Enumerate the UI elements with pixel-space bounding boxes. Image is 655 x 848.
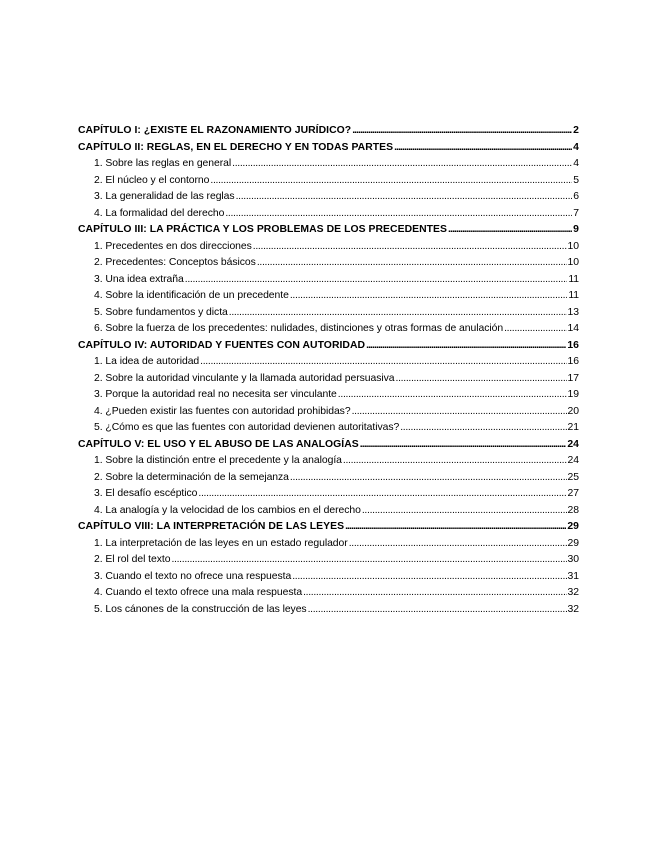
toc-leader-dots — [394, 140, 572, 157]
toc-entry-section — [78, 239, 579, 256]
toc-entry-section — [78, 305, 579, 322]
toc-entry-title: 3. El desafío escéptico — [94, 488, 198, 499]
toc-leader-dots — [504, 321, 566, 338]
toc-leader-dots — [345, 519, 566, 536]
toc-entry-page: 11 — [568, 273, 579, 285]
toc-entry-title: CAPÍTULO III: LA PRÁCTICA Y LOS PROBLEMAS DE LOS PRECEDENTES — [78, 224, 448, 235]
toc-entry-page: 32 — [567, 587, 579, 598]
toc-entry-page: 31 — [567, 570, 579, 582]
toc-entry-title: 3. Cuando el texto no ofrece una respuesta — [94, 570, 292, 582]
toc-entry-title: 4. Sobre la identificación de un precedente — [94, 290, 289, 301]
toc-leader-dots — [290, 470, 567, 487]
toc-entry-section — [78, 536, 579, 553]
toc-entry-section — [78, 404, 579, 421]
toc-entry-section — [78, 453, 579, 470]
toc-entry-title: 3. Una idea extraña — [94, 273, 184, 285]
toc-entry-section — [78, 470, 579, 487]
toc-entry-section — [78, 255, 579, 272]
toc-entry-page: 7 — [573, 207, 579, 219]
toc-entry-title: 5. Sobre fundamentos y dicta — [94, 306, 228, 318]
toc-leader-dots — [236, 189, 573, 206]
toc-entry-title: 2. Sobre la determinación de la semejanza — [94, 471, 289, 483]
toc-entry-section — [78, 189, 579, 206]
toc-entry-chapter-4 — [78, 338, 579, 355]
toc-entry-page: 4 — [573, 141, 579, 153]
toc-entry-page: 25 — [567, 471, 579, 483]
toc-leader-dots — [303, 585, 566, 602]
toc-entry-title: CAPÍTULO VIII: LA INTERPRETACIÓN DE LAS LEYES — [78, 521, 345, 532]
toc-entry-page: 13 — [567, 306, 579, 318]
toc-leader-dots — [343, 453, 567, 470]
toc-entry-page: 16 — [567, 356, 579, 367]
toc-entry-page: 28 — [567, 504, 579, 516]
toc-entry-section — [78, 371, 579, 388]
toc-entry-page: 17 — [567, 372, 579, 384]
toc-leader-dots — [185, 272, 568, 289]
toc-leader-dots — [232, 156, 572, 173]
toc-leader-dots — [308, 602, 567, 619]
toc-entry-section — [78, 585, 579, 602]
toc-entry-title: 1. Precedentes en dos direcciones — [94, 240, 252, 252]
toc-entry-page: 19 — [567, 389, 579, 400]
toc-entry-section — [78, 288, 579, 305]
toc-entry-title: 3. Porque la autoridad real no necesita ser vinculante — [94, 389, 337, 400]
toc-leader-dots — [362, 503, 567, 520]
toc-entry-page: 20 — [567, 405, 579, 417]
toc-entry-section — [78, 569, 579, 586]
toc-entry-chapter-3 — [78, 222, 579, 239]
toc-entry-title: CAPÍTULO V: EL USO Y EL ABUSO DE LAS ANALOGÍAS — [78, 438, 359, 450]
toc-leader-dots — [448, 222, 572, 239]
toc-entry-chapter-2 — [78, 140, 579, 157]
toc-entry-title: 5. Los cánones de la construcción de las leyes — [94, 603, 307, 615]
toc-entry-page: 4 — [573, 158, 579, 169]
toc-leader-dots — [290, 288, 567, 305]
toc-leader-dots — [352, 123, 572, 140]
toc-leader-dots — [292, 569, 566, 586]
toc-leader-dots — [200, 354, 566, 371]
toc-entry-page: 29 — [567, 537, 579, 549]
toc-entry-page: 9 — [573, 224, 579, 235]
toc-entry-title: 1. La idea de autoridad — [94, 356, 200, 367]
toc-entry-title: 4. Cuando el texto ofrece una mala respuesta — [94, 587, 303, 598]
toc-entry-title: CAPÍTULO II: REGLAS, EN EL DERECHO Y EN TODAS PARTES — [78, 141, 394, 153]
toc-entry-title: 3. La generalidad de las reglas — [94, 191, 235, 202]
toc-entry-page: 24 — [567, 455, 579, 466]
toc-entry-page: 24 — [567, 438, 579, 450]
toc-entry-page: 16 — [567, 339, 579, 351]
toc-leader-dots — [349, 536, 567, 553]
toc-entry-page: 29 — [567, 521, 579, 532]
toc-entry-page: 10 — [567, 240, 579, 252]
table-of-contents — [78, 123, 579, 618]
toc-entry-section — [78, 156, 579, 173]
toc-entry-page: 2 — [573, 125, 579, 136]
toc-entry-title: 1. Sobre la distinción entre el precedente y la analogía — [94, 455, 342, 466]
toc-entry-page: 30 — [567, 554, 579, 565]
toc-entry-section — [78, 354, 579, 371]
toc-leader-dots — [396, 371, 567, 388]
toc-entry-section — [78, 206, 579, 223]
toc-entry-section — [78, 503, 579, 520]
toc-leader-dots — [171, 552, 566, 569]
toc-entry-page: 32 — [567, 603, 579, 615]
toc-entry-section — [78, 321, 579, 338]
toc-entry-title: CAPÍTULO IV: AUTORIDAD Y FUENTES CON AUTORIDAD — [78, 339, 366, 351]
toc-leader-dots — [366, 338, 566, 355]
toc-entry-section — [78, 602, 579, 619]
toc-leader-dots — [338, 387, 567, 404]
toc-entry-title: 2. El rol del texto — [94, 554, 171, 565]
toc-entry-title: 4. ¿Pueden existir las fuentes con autoridad prohibidas? — [94, 405, 351, 417]
toc-leader-dots — [225, 206, 572, 223]
toc-entry-chapter-8 — [78, 519, 579, 536]
toc-entry-section — [78, 272, 579, 289]
toc-entry-page: 11 — [568, 290, 579, 301]
toc-entry-title: 4. La formalidad del derecho — [94, 207, 225, 219]
toc-entry-chapter-1 — [78, 123, 579, 140]
toc-leader-dots — [400, 420, 566, 437]
toc-leader-dots — [360, 437, 567, 454]
toc-entry-page: 14 — [567, 323, 579, 334]
toc-entry-title: 2. El núcleo y el contorno — [94, 174, 210, 186]
toc-leader-dots — [257, 255, 567, 272]
toc-entry-title: 1. Sobre las reglas en general — [94, 158, 232, 169]
toc-entry-section — [78, 387, 579, 404]
toc-entry-title: 2. Precedentes: Conceptos básicos — [94, 257, 256, 268]
toc-entry-section — [78, 552, 579, 569]
toc-entry-page: 10 — [567, 257, 579, 268]
toc-leader-dots — [229, 305, 567, 322]
toc-entry-title: 5. ¿Cómo es que las fuentes con autoridad devienen autoritativas? — [94, 422, 400, 433]
toc-entry-page: 5 — [573, 174, 579, 186]
toc-entry-title: 4. La analogía y la velocidad de los cambios en el derecho — [94, 504, 361, 516]
toc-leader-dots — [210, 173, 572, 190]
toc-entry-title: 6. Sobre la fuerza de los precedentes: nulidades, distinciones y otras formas de anulación — [94, 323, 504, 334]
toc-leader-dots — [352, 404, 567, 421]
toc-entry-page: 27 — [567, 488, 579, 499]
toc-entry-page: 6 — [573, 191, 579, 202]
toc-entry-title: CAPÍTULO I: ¿EXISTE EL RAZONAMIENTO JURÍDICO? — [78, 125, 352, 136]
toc-leader-dots — [198, 486, 566, 503]
toc-entry-page: 21 — [567, 422, 579, 433]
toc-leader-dots — [253, 239, 567, 256]
toc-entry-section — [78, 173, 579, 190]
toc-entry-section — [78, 486, 579, 503]
toc-entry-title: 2. Sobre la autoridad vinculante y la llamada autoridad persuasiva — [94, 372, 395, 384]
toc-entry-section — [78, 420, 579, 437]
toc-entry-title: 1. La interpretación de las leyes en un estado regulador — [94, 537, 348, 549]
toc-entry-chapter-5 — [78, 437, 579, 454]
